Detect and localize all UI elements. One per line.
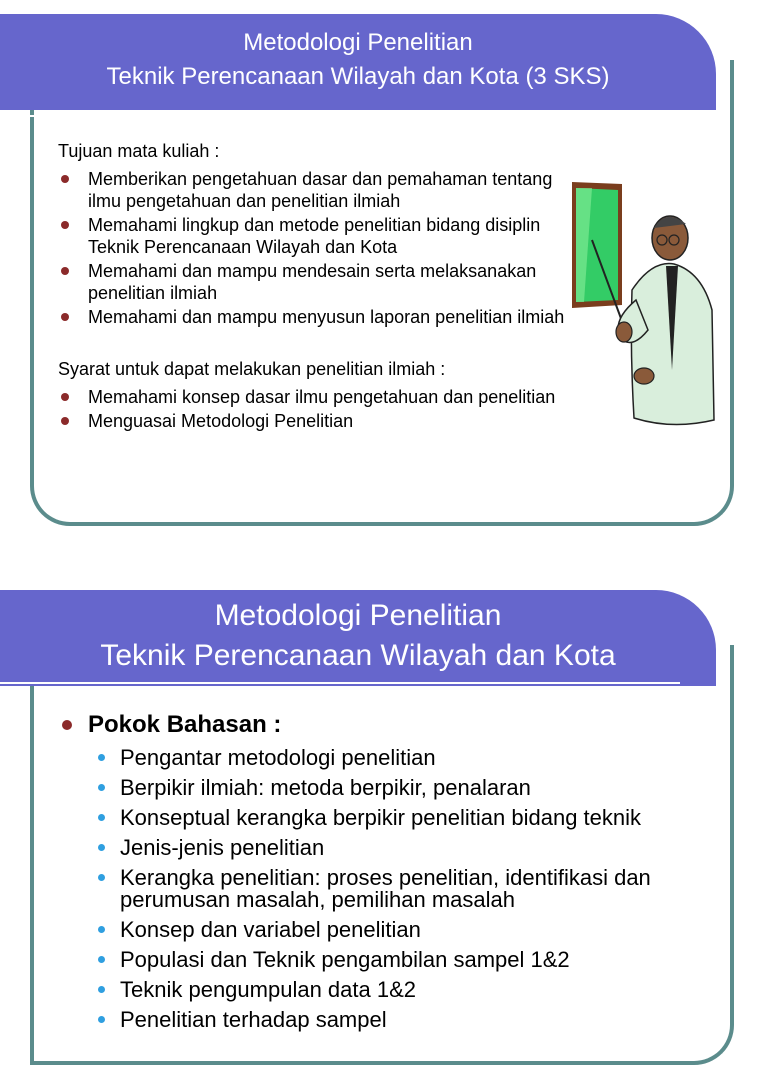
title-line-2: Teknik Perencanaan Wilayah dan Kota (3 SKS) [106,63,610,90]
bullet-icon [61,175,69,183]
tujuan-list [58,168,568,328]
title-bar [0,14,716,110]
title-bar [0,590,716,686]
title-line-1: Metodologi Penelitian [243,29,473,56]
list-item: Menguasai Metodologi Penelitian [58,410,568,432]
bullet-icon [61,417,69,425]
title-underline [0,682,680,684]
list-item: Penelitian terhadap sampel [90,1009,718,1031]
list-item: Konseptual kerangka berpikir penelitian bidang teknik [90,807,718,829]
slide-content [58,709,718,1039]
tujuan-heading: Tujuan mata kuliah : [58,141,220,161]
bullet-icon [98,844,105,851]
list-item: Memahami dan mampu menyusun laporan penelitian ilmiah [58,306,568,328]
list-item: Teknik pengumpulan data 1&2 [90,979,718,1001]
bullet-icon [98,754,105,761]
list-item: Populasi dan Teknik pengambilan sampel 1&2 [90,949,718,971]
bullet-icon [98,1016,105,1023]
list-item: Konsep dan variabel penelitian [90,919,718,941]
bullet-icon [98,874,105,881]
bullet-icon [98,956,105,963]
list-item: Memberikan pengetahuan dasar dan pemahaman tentang ilmu pengetahuan dan penelitian ilmiah [58,168,568,212]
list-item: Memahami dan mampu mendesain serta melaksanakan penelitian ilmiah [58,260,568,304]
bullet-icon [61,393,69,401]
title-line-2: Teknik Perencanaan Wilayah dan Kota [100,639,616,672]
list-item: Jenis-jenis penelitian [90,837,718,859]
title-line-1: Metodologi Penelitian [214,599,502,632]
bullet-icon [98,784,105,791]
topic-list [58,747,718,1031]
bullet-icon [61,267,69,275]
pokok-bahasan-heading: Pokok Bahasan : [58,709,718,741]
list-item: Pengantar metodologi penelitian [90,747,718,769]
list-item: Memahami lingkup dan metode penelitian bidang disiplin Teknik Perencanaan Wilayah dan Kota [58,214,568,258]
teacher-pointing-board-icon [562,180,718,430]
list-item: Kerangka penelitian: proses penelitian, identifikasi dan perumusan masalah, pemilihan masalah [90,867,718,911]
bullet-icon [61,313,69,321]
bullet-icon [98,814,105,821]
syarat-list [58,386,568,432]
slide-title [0,590,716,676]
slide-title [0,14,716,94]
list-item: Memahami konsep dasar ilmu pengetahuan dan penelitian [58,386,568,408]
bullet-icon [62,720,72,730]
bullet-icon [98,986,105,993]
list-item: Berpikir ilmiah: metoda berpikir, penalaran [90,777,718,799]
slide-content [58,140,568,434]
syarat-heading: Syarat untuk dapat melakukan penelitian ilmiah : [58,359,446,379]
title-underline [0,115,680,117]
slide-2 [0,585,768,1032]
bullet-icon [61,221,69,229]
bullet-icon [98,926,105,933]
